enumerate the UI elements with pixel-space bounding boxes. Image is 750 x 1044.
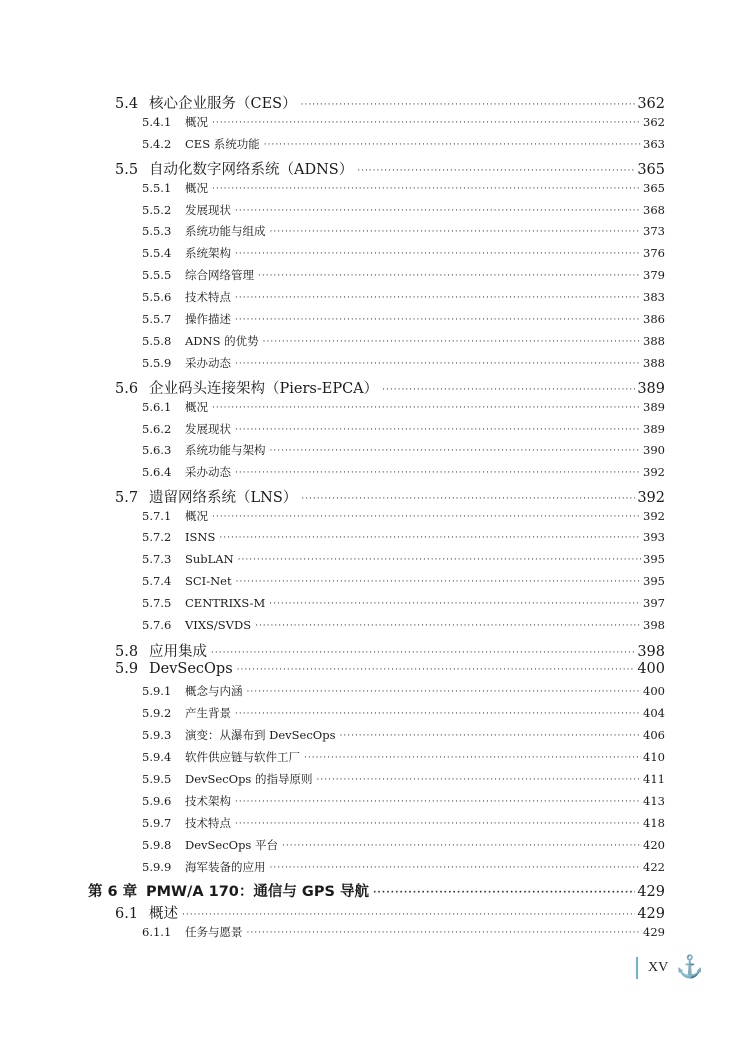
- toc-subsection-entry[interactable]: [142, 442, 665, 464]
- toc-entry-number: 5.6.2: [142, 421, 172, 436]
- dot-leader: [269, 599, 641, 609]
- toc-subsection-entry[interactable]: [142, 618, 665, 640]
- toc-entry-page: 413: [643, 793, 665, 808]
- toc-entry-page: 392: [643, 509, 665, 524]
- dot-leader: [235, 797, 641, 807]
- toc-entry-title: 发展现状: [185, 421, 231, 436]
- toc-entry-page: 362: [637, 96, 665, 112]
- toc-entry-title: 演变：从瀑布到 DevSecOps: [185, 728, 336, 743]
- dot-leader: [382, 385, 635, 395]
- toc-entry-title: 技术特点: [185, 290, 231, 305]
- toc-subsection-entry[interactable]: [142, 596, 665, 618]
- toc-subsection-entry[interactable]: [142, 552, 665, 574]
- toc-entry-page: 429: [643, 925, 665, 940]
- dot-leader: [282, 841, 641, 851]
- toc-entry-title: 采办动态: [185, 465, 231, 480]
- toc-entry-number: 5.7.2: [142, 530, 172, 544]
- toc-entry-title: 系统功能与架构: [185, 443, 266, 458]
- toc-entry-page: 393: [643, 530, 665, 544]
- toc-subsection-entry[interactable]: [142, 114, 665, 136]
- toc-subsection-entry[interactable]: [142, 399, 665, 421]
- toc-entry-page: 411: [643, 771, 665, 786]
- toc-subsection-entry[interactable]: [142, 180, 665, 202]
- toc-entry-number: 6.1: [115, 906, 139, 923]
- toc-entry-title: ISNS: [185, 530, 216, 544]
- toc-subsection-entry[interactable]: [142, 815, 665, 837]
- dot-leader: [235, 249, 641, 259]
- toc-entry-title: 概况: [185, 399, 208, 414]
- toc-entry-number: 5.7: [115, 490, 139, 507]
- toc-entry-number: 5.8: [115, 643, 139, 660]
- toc-entry-title: 概念与内涵: [185, 684, 243, 699]
- toc-entry-number: 5.5.5: [142, 268, 172, 283]
- toc-subsection-entry[interactable]: [142, 223, 665, 245]
- toc-entry-title: 系统功能与组成: [185, 224, 266, 239]
- dot-leader: [235, 468, 641, 478]
- toc-entry-title: 应用集成: [149, 643, 207, 660]
- toc-subsection-entry[interactable]: [142, 421, 665, 443]
- toc-entry-page: 389: [637, 380, 665, 397]
- toc-entry-number: 5.9: [115, 661, 139, 678]
- dot-leader: [270, 863, 642, 873]
- toc-entry-title: 发展现状: [185, 202, 231, 217]
- toc-entry-title: 遗留网络系统（LNS）: [149, 490, 298, 507]
- toc-entry-number: 5.5.2: [142, 202, 172, 217]
- toc-entry-number: 5.9.8: [142, 837, 172, 852]
- toc-entry-title: DevSecOps 的指导原则: [185, 771, 313, 786]
- toc-entry-page: 395: [643, 573, 665, 588]
- toc-entry-number: 5.6.4: [142, 465, 172, 480]
- dot-leader: [236, 577, 641, 587]
- toc-section-entry[interactable]: [115, 486, 665, 508]
- toc-entry-page: 388: [643, 355, 665, 370]
- dot-leader: [235, 206, 641, 216]
- toc-subsection-entry[interactable]: [142, 771, 665, 793]
- dot-leader: [235, 359, 641, 369]
- dot-leader: [304, 753, 641, 763]
- anchor-icon: ⚓: [676, 955, 704, 980]
- toc-entry-title: 概况: [185, 180, 208, 195]
- dot-leader: [247, 928, 642, 938]
- dot-leader: [264, 140, 641, 150]
- toc-entry-title: 概述: [149, 906, 178, 923]
- toc-entry-title: SCI-Net: [185, 573, 232, 588]
- dot-leader: [255, 621, 641, 631]
- dot-leader: [235, 315, 641, 325]
- dot-leader: [211, 648, 635, 658]
- toc-entry-page: 397: [643, 595, 665, 610]
- dot-leader: [219, 533, 641, 543]
- dot-leader: [357, 166, 635, 176]
- toc-entry-number: 5.6.1: [142, 399, 172, 414]
- dot-leader: [270, 227, 642, 237]
- toc-entry-page: 410: [643, 750, 665, 764]
- toc-entry-title: 产生背景: [185, 706, 231, 721]
- toc-entry-page: 383: [643, 290, 665, 305]
- toc-subsection-entry[interactable]: [142, 333, 665, 355]
- toc-entry-number: 5.5.6: [142, 290, 172, 305]
- toc-entry-title: 自动化数字网络系统（ADNS）: [149, 161, 354, 178]
- dot-leader: [235, 425, 641, 435]
- toc-entry-page: 388: [643, 333, 665, 348]
- toc-entry-number: 5.5.1: [142, 180, 172, 195]
- dot-leader: [235, 819, 641, 829]
- toc-entry-page: 362: [643, 114, 665, 129]
- toc-entry-number: 5.5.9: [142, 355, 172, 370]
- toc-subsection-entry[interactable]: [142, 749, 665, 771]
- toc-entry-number: 5.7.1: [142, 509, 172, 524]
- toc-subsection-entry[interactable]: [142, 530, 665, 552]
- dot-leader: [238, 555, 641, 565]
- toc-entry-page: 389: [643, 421, 665, 436]
- toc-entry-title: 任务与愿景: [185, 925, 243, 940]
- dot-leader: [182, 910, 635, 920]
- toc-entry-number: 第 6 章: [88, 884, 138, 901]
- toc-entry-title: DevSecOps 平台: [185, 837, 278, 852]
- toc-entry-number: 5.9.3: [142, 728, 172, 743]
- dot-leader: [317, 775, 642, 785]
- toc-subsection-entry[interactable]: [142, 859, 665, 881]
- toc-subsection-entry[interactable]: [142, 683, 665, 705]
- toc-entry-title: CENTRIXS-M: [185, 595, 266, 610]
- toc-entry-number: 5.9.4: [142, 750, 172, 764]
- dot-leader: [258, 271, 641, 281]
- toc-subsection-entry[interactable]: [142, 355, 665, 377]
- toc-entry-number: 5.7.6: [142, 617, 172, 632]
- dot-leader: [212, 403, 641, 413]
- toc-entry-title: 系统架构: [185, 246, 231, 261]
- toc-entry-number: 5.9.5: [142, 771, 172, 786]
- toc-entry-number: 5.5.4: [142, 246, 172, 261]
- toc-entry-number: 5.5.7: [142, 312, 172, 326]
- toc-entry-number: 5.6: [115, 380, 139, 397]
- toc-entry-number: 5.7.4: [142, 573, 172, 588]
- toc-entry-number: 5.4.2: [142, 136, 172, 151]
- toc-entry-page: 363: [643, 136, 665, 151]
- toc-entry-page: 400: [637, 661, 665, 678]
- toc-entry-title: VIXS/SVDS: [185, 617, 252, 632]
- toc-entry-page: 392: [637, 490, 665, 507]
- toc-subsection-entry[interactable]: [142, 464, 665, 486]
- toc-entry-page: 379: [643, 268, 665, 283]
- toc-entry-number: 5.6.3: [142, 443, 172, 458]
- toc-entry-page: 404: [643, 706, 665, 721]
- toc-entry-page: 386: [643, 312, 665, 326]
- dot-leader: [212, 512, 641, 522]
- dot-leader: [235, 709, 641, 719]
- toc-entry-page: 390: [643, 443, 665, 458]
- toc-entry-page: 389: [643, 399, 665, 414]
- toc-entry-page: 395: [643, 551, 665, 566]
- toc-entry-title: 核心企业服务（CES）: [149, 96, 297, 112]
- toc-subsection-entry[interactable]: [142, 289, 665, 311]
- toc-entry-number: 5.9.6: [142, 793, 172, 808]
- toc-entry-page: 429: [637, 906, 665, 923]
- toc-entry-number: 5.7.5: [142, 595, 172, 610]
- dot-leader: [212, 184, 641, 194]
- page-footer: [636, 954, 704, 982]
- toc-entry-number: 5.9.9: [142, 859, 172, 874]
- toc-chapter-entry[interactable]: [88, 880, 665, 902]
- toc-entry-title: 技术架构: [185, 793, 231, 808]
- toc-entry-number: 5.4.1: [142, 114, 172, 129]
- toc-entry-number: 5.4: [115, 96, 139, 112]
- toc-entry-title: PMW/A 170：通信与 GPS 导航: [146, 884, 369, 901]
- toc-entry-title: 概况: [185, 114, 208, 129]
- toc-entry-number: 6.1.1: [142, 925, 172, 940]
- dot-leader: [237, 665, 636, 675]
- toc-entry-number: 5.5: [115, 161, 139, 178]
- toc-entry-title: DevSecOps: [149, 661, 233, 678]
- toc-entry-title: 海军装备的应用: [185, 859, 266, 874]
- dot-leader: [301, 494, 635, 504]
- toc-entry-title: 企业码头连接架构（Piers-EPCA）: [149, 380, 379, 397]
- toc-entry-number: 5.5.8: [142, 333, 172, 348]
- toc-entry-page: 398: [643, 617, 665, 632]
- toc-subsection-entry[interactable]: [142, 574, 665, 596]
- toc-entry-page: 373: [643, 224, 665, 239]
- toc-subsection-entry[interactable]: [142, 727, 665, 749]
- dot-leader: [235, 293, 641, 303]
- toc-subsection-entry[interactable]: [142, 508, 665, 530]
- dot-leader: [270, 446, 642, 456]
- toc-entry-page: 398: [637, 643, 665, 660]
- toc-entry-page: 368: [643, 202, 665, 217]
- toc-subsection-entry[interactable]: [142, 245, 665, 267]
- toc-entry-title: CES 系统功能: [185, 136, 260, 151]
- toc-section-entry[interactable]: [115, 640, 665, 662]
- toc-entry-title: SubLAN: [185, 551, 234, 566]
- toc-section-entry[interactable]: [115, 158, 665, 180]
- toc-entry-number: 5.9.1: [142, 684, 172, 699]
- dot-leader: [247, 687, 642, 697]
- toc-entry-page: 365: [637, 161, 665, 178]
- page-number: XV: [648, 960, 669, 975]
- dot-leader: [301, 100, 636, 110]
- toc-entry-page: 406: [643, 728, 665, 743]
- dot-leader: [340, 731, 642, 741]
- toc-entry-title: ADNS 的优势: [185, 333, 259, 348]
- toc-entry-number: 5.9.7: [142, 815, 172, 830]
- toc-subsection-entry[interactable]: [142, 267, 665, 289]
- toc-entry-page: 400: [643, 684, 665, 699]
- toc-subsection-entry[interactable]: [142, 136, 665, 158]
- toc-subsection-entry[interactable]: [142, 202, 665, 224]
- toc-section-entry[interactable]: [115, 92, 665, 114]
- toc-subsection-entry[interactable]: [142, 793, 665, 815]
- toc-subsection-entry[interactable]: [142, 924, 665, 946]
- toc-entry-title: 采办动态: [185, 355, 231, 370]
- toc-entry-title: 软件供应链与软件工厂: [185, 750, 300, 764]
- toc-entry-page: 376: [643, 246, 665, 261]
- toc-entry-page: 429: [637, 884, 665, 901]
- toc-section-entry[interactable]: [115, 902, 665, 924]
- toc-subsection-entry[interactable]: [142, 837, 665, 859]
- toc-entry-title: 操作描述: [185, 312, 231, 326]
- dot-leader: [263, 337, 641, 347]
- toc-entry-number: 5.9.2: [142, 706, 172, 721]
- dot-leader: [373, 888, 635, 898]
- toc-entry-title: 概况: [185, 509, 208, 524]
- toc-entry-page: 420: [643, 837, 665, 852]
- toc-subsection-entry[interactable]: [142, 705, 665, 727]
- dot-leader: [212, 118, 641, 128]
- toc-subsection-entry[interactable]: [142, 311, 665, 333]
- footer-divider: [636, 957, 638, 979]
- toc-section-entry[interactable]: [115, 377, 665, 399]
- toc-entry-page: 422: [643, 859, 665, 874]
- toc-entry-page: 365: [643, 180, 665, 195]
- toc-section-entry[interactable]: [115, 661, 665, 683]
- toc-entry-number: 5.7.3: [142, 551, 172, 566]
- toc-entry-number: 5.5.3: [142, 224, 172, 239]
- toc-entry-page: 418: [643, 815, 665, 830]
- toc-entry-title: 技术特点: [185, 815, 231, 830]
- toc-entry-page: 392: [643, 465, 665, 480]
- toc-entry-title: 综合网络管理: [185, 268, 254, 283]
